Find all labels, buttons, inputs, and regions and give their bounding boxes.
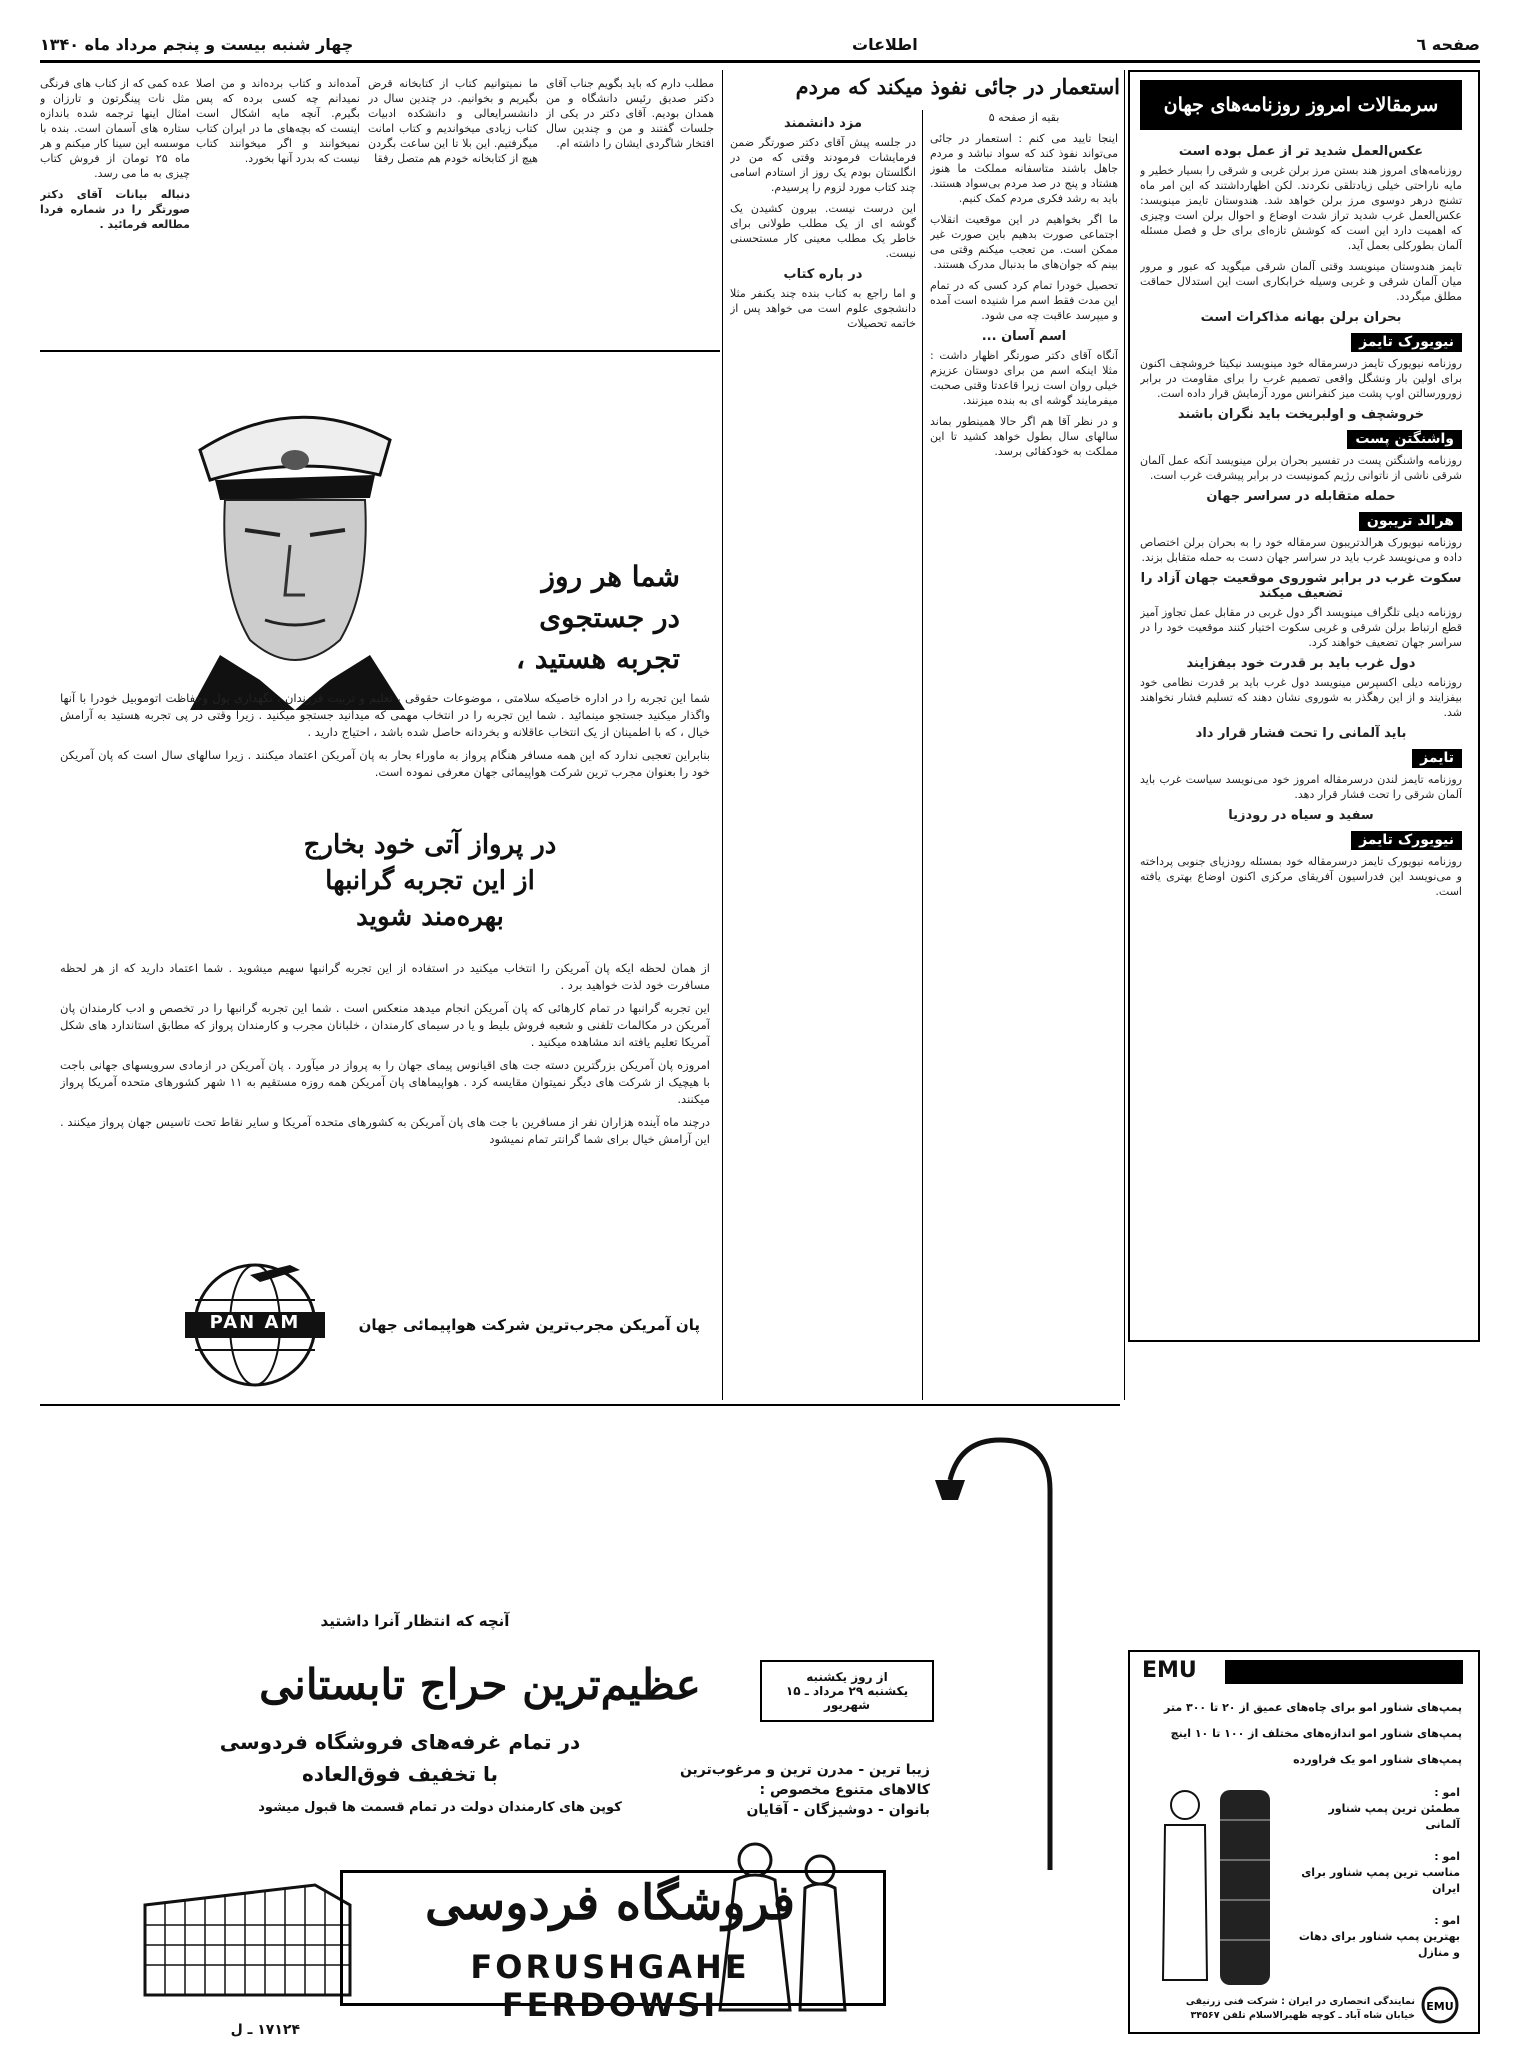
left-col-2 bbox=[368, 76, 538, 338]
editorial-text-8: روزنامه تایمز لندن درسرمقاله امروز خود می‌نویسد سیاست غرب باید آلمان شرقی را تحت فشار قرار دهد. bbox=[1140, 773, 1462, 801]
ad-code: ۱۷۱۲۴ ـ ل bbox=[230, 2022, 300, 2038]
editorial-text-6: روزنامه دیلی تلگراف مینویسد اگر دول غربی در مقابل عمل تجاوز آمیز قطع ارتباط برلن شرقی و غربی سکوت اختیار کنند موقعیت خود را در سراسر جهان تضعیف خواهند کرد. bbox=[1140, 606, 1462, 649]
panam-slogan-2: در جستجوی bbox=[539, 601, 680, 634]
article-text-7: این درست نیست. بیرون کشیدن یک گوشه ای از یک مطلب طولانی برای خاطر یک مطلب معینی کار مستحسنی نیست. bbox=[730, 202, 916, 260]
left-col-3-text: آمده‌اند و کتاب برده‌اند و من اصلا نمیدانم چه کسی برده که پس بگیرم. آنچه مایه اشکال است اینست که بچه‌های ما در ایران کتاب نمیخوانند و اگر میخوانند کتاب نیست که بدرد آنها بخورد. bbox=[196, 77, 360, 165]
editorial-text-9: روزنامه نیویورک تایمز درسرمقاله خود بمسئله رودزیای جنوبی پرداخته و می‌نویسد این فدراسیون آفریقای مرکزی اکنون اوضاع بهتری یافته است. bbox=[1140, 855, 1462, 898]
ferdowsi-store-building bbox=[135, 1865, 355, 2005]
left-col-1 bbox=[546, 76, 714, 338]
ferdowsi-discount: با تخفیف فوق‌العاده bbox=[302, 1762, 498, 1786]
paper-name: اطلاعات bbox=[852, 34, 918, 54]
editorial-headline-2: بحران برلن بهانه مذاکرات است bbox=[1200, 310, 1402, 325]
emu-footer-1: نمایندگی انحصاری در ایران : شرکت فنی زرنیقی bbox=[1185, 1996, 1415, 2007]
left-col-4 bbox=[40, 76, 190, 338]
panam-body-5: امروزه پان آمریکن بزرگترین دسته جت های اقیانوس پیمای جهان را به پرواز در میآورد . پان آمریکن در ازمادی سرویسهای جهانی باجت با هیچیک از شرکت های دیگر نمیتوان مقایسه کرد . هواپیماهای پان آمریکن همه روزه مستقیم به ۱۱ شهر کشورهای متحده آمریکا پرواز میکنند. bbox=[60, 1058, 710, 1106]
ferdowsi-name-en: FORUSHGAHE FERDOWSI bbox=[470, 1948, 750, 2024]
panam-headline bbox=[180, 830, 680, 932]
ferdowsi-feature-2: کالاهای متنوع مخصوص : bbox=[759, 1782, 930, 1798]
emu-item-2-label: امو : bbox=[1434, 1850, 1460, 1863]
newspaper-tag-nyt-2: نیویورک تایمز bbox=[1351, 831, 1462, 850]
editorial-headline-5: سکوت غرب در برابر شوروی موقعیت جهان آزاد را تضعیف میکند bbox=[1140, 571, 1462, 601]
article-text-1: اینجا تایید می کنم : استعمار در جائی می‌تواند نفوذ کند که سواد نباشد و مردم جاهل باشند متاسفانه مملکت ما هنوز هشتاد و پنج در صد مردم بی‌سواد هستند. باید به رشد فکری مردم کمک کنیم. bbox=[930, 132, 1118, 205]
article-subhead-3: در باره کتاب bbox=[783, 267, 863, 282]
ferdowsi-name-fa: فروشگاه فردوسی bbox=[424, 1875, 796, 1931]
emu-brand-bar bbox=[1225, 1660, 1463, 1684]
editorials-banner-text: سرمقالات امروز روزنامه‌های جهان bbox=[1163, 94, 1439, 116]
emu-line-1: پمپ‌های شناور امو برای چاه‌های عمیق از ۲۰ تا ۳۰۰ متر bbox=[1164, 1701, 1462, 1714]
emu-footer-2: خیابان شاه آباد ـ کوچه ظهیرالاسلام تلفن ۳۴۵۶۷ bbox=[1190, 2010, 1415, 2021]
newspaper-tag-herald: هرالد تریبون bbox=[1359, 512, 1462, 531]
editorial-headline-4: حمله متقابله در سراسر جهان bbox=[1206, 489, 1396, 504]
left-col-2-text: ما نمیتوانیم کتاب از کتابخانه قرض بگیریم و بخوانیم. در چندین سال در دانشسرایعالی و دانشکده ادبیات کتاب زیادی میخواندیم و کتاب امانت میگرفتیم. این بلا تا این ساعت بگردن هیچ از کتابخانه خودم هم متصل رفقا bbox=[368, 77, 538, 165]
panam-logo-text: PAN AM bbox=[209, 1312, 301, 1333]
emu-line-3: پمپ‌های شناور امو یک فراورده bbox=[1293, 1753, 1462, 1766]
column-divider bbox=[1124, 70, 1125, 1400]
panam-body-6: درچند ماه آینده هزاران نفر از مسافرین با جت های پان آمریکن به کشورهای متحده آمریکا و سایر نقاط تحت تاسیس جهان پرواز میکنند . این آرامش خیال برای شما گرانتر تمام نمیشود bbox=[60, 1115, 710, 1146]
svg-text:EMU: EMU bbox=[1426, 2000, 1454, 2013]
emu-item-3-text: بهترین پمپ شناور برای دهات و منازل bbox=[1298, 1930, 1460, 1959]
ferdowsi-feature-1: زیبا ترین - مدرن ترین و مرغوب‌ترین bbox=[679, 1762, 930, 1778]
editorial-headline-8: سفید و سیاه در رودزیا bbox=[1228, 808, 1374, 823]
page-header bbox=[40, 28, 1480, 63]
emu-item-1-label: امو : bbox=[1434, 1786, 1460, 1799]
article-subhead-1: اسم آسان ... bbox=[981, 329, 1067, 344]
left-col-1-text: مطلب دارم که باید بگویم جناب آقای دکتر صدیق رئیس دانشگاه و من همدان بودیم. آقای دکتر در یکی از جلسات گفتند و من و چندین سال افتخار شاگردی ایشان را داشته ام. bbox=[546, 77, 714, 150]
editorial-text-2: تایمز هندوستان مینویسد وقتی آلمان شرقی میگوید که عبور و مرور میان آلمان شرقی و غربی وسیله خرابکاری است این استدلال حماقت مطلق میگردد. bbox=[1140, 260, 1462, 303]
editorial-text-5: روزنامه نیویورک هرالدتریبون سرمقاله خود را به بحران برلن اختصاص داده و می‌نویسد غرب باید در سراسر جهان دست به حمله متقابل بزند. bbox=[1140, 536, 1462, 564]
emu-item-1-text: مطمئن ترین پمپ شناور آلمانی bbox=[1328, 1802, 1460, 1831]
column-divider bbox=[922, 110, 923, 1400]
emu-line-2: پمپ‌های شناور امو اندازه‌های مختلف از ۱۰۰ تا ۱۰ اینچ bbox=[1170, 1727, 1462, 1740]
column-divider bbox=[722, 70, 723, 1400]
emu-footer bbox=[1140, 1995, 1415, 2023]
left-col-4-text: عده کمی که از کتاب های فرنگی مثل نات پینگرتون و تارزان و امثال اینها ترجمه شده باندازه ستاره های آسمان است. بنده با موسسه این سینا کار میکنم و هر ماه ۲۵ تومان از فروش کتاب چیزی به ما می رسد. bbox=[40, 77, 190, 180]
panam-headline-2: از این تجربه گرانبها bbox=[325, 866, 535, 896]
panam-headline-3: بهره‌مند شوید bbox=[356, 902, 504, 932]
ferdowsi-top-line: آنچه که انتظار آنرا داشتید bbox=[320, 1612, 510, 1630]
editorials-banner bbox=[1140, 80, 1462, 130]
editorial-text-3: روزنامه نیویورک تایمز درسرمقاله خود مینویسد نیکیتا خروشچف اکنون برای اولین بار ونشگل واقعی تصمیم غرب را برای مقاومت در برابر زورورسالتن اوپ پشت میز کنفرانس مورد آزمایش قرار داده است. bbox=[1140, 357, 1462, 400]
ferdowsi-date: از روز یکشنبه یکشنبه ۲۹ مرداد ـ ۱۵ شهریور bbox=[785, 1670, 909, 1712]
emu-emblem-icon bbox=[1420, 1985, 1460, 2025]
editorial-headline-1: عکس‌العمل شدید تر از عمل بوده است bbox=[1178, 144, 1424, 159]
editorial-headline-3: خروشچف و اولبریخت باید نگران باشند bbox=[1177, 407, 1425, 422]
emu-pump-illustration bbox=[1145, 1780, 1285, 1995]
editorial-text-1: روزنامه‌های امروز هند بستن مرز برلن غربی و شرقی را بسیار خطیر و مایه ناراحتی خیلی زیادتلقی نکردند. لکن اظهارداشتند که این امر ماه تشنج درهر دوسوی مرز برلن خواهد شد. هندوستان تایمز مینویسد: عکس‌العمل غرب شدید تراز شدت اوضاع و احوال برلن است وچیزی که اهمیت دارد این است که کوشش تازه‌ای برای حل و فصل مسئله آلمان بطورکلی بعمل آید. bbox=[1140, 164, 1462, 252]
editorial-headline-6: دول غرب باید بر قدرت خود بیفزایند bbox=[1186, 656, 1416, 671]
newspaper-tag-times: تایمز bbox=[1412, 749, 1462, 768]
section-divider bbox=[40, 350, 720, 352]
ferdowsi-sub: در تمام غرفه‌های فروشگاه فردوسی bbox=[219, 1730, 581, 1754]
panam-body-3: از همان لحظه ایکه پان آمریکن را انتخاب میکنید در استفاده از این تجربه گرانبها سهیم میشوید . شما اعتماد دارید که از هر لحظه مسافرت خود لذت خواهید برد . bbox=[60, 961, 710, 992]
editorial-headline-7: باید آلمانی را تحت فشار قرار داد bbox=[1195, 726, 1407, 741]
pilot-portrait-image bbox=[160, 380, 430, 710]
ad-divider bbox=[40, 1404, 1120, 1406]
editorials-column bbox=[1140, 138, 1462, 1330]
emu-item-3-label: امو : bbox=[1434, 1914, 1460, 1927]
newspaper-tag-nyt: نیویورک تایمز bbox=[1351, 333, 1462, 352]
panam-slogan-1: شما هر روز bbox=[541, 560, 680, 593]
article-text-8: و اما راجع به کتاب بنده چند یکنفر مثلا دانشجوی علوم است می خواهد پس از خاتمه تحصیلات bbox=[730, 287, 916, 330]
panam-slogan-3: تجربه هستید ، bbox=[516, 642, 680, 675]
ferdowsi-feature-3: بانوان - دوشیزگان - آقایان bbox=[746, 1802, 930, 1818]
newspaper-tag-wapo: واشنگتن پست bbox=[1347, 430, 1462, 449]
article-headline: استعمار در جائی نفوذ میکند که مردم bbox=[795, 74, 1120, 99]
left-col-3 bbox=[196, 76, 360, 338]
article-text-5: و در نظر آقا هم اگر حالا همینطور بماند سالهای سال بطول خواهد کشید تا این مملکت به خودکفائی برسد. bbox=[930, 415, 1118, 458]
article-column-left bbox=[730, 110, 916, 1400]
article-column-right bbox=[930, 110, 1118, 1400]
panam-headline-1: در پرواز آتی خود بخارج bbox=[303, 830, 557, 860]
panam-body-1: شما این تجربه را در اداره خاصیکه سلامتی ، موضوعات حقوقی ، تعلیم و تربیت فرزندان ، نگهداری پول وحفاظت اتوموبیل خودرا با آنها واگذار میکنید جستجو مینمائید . شما این تجربه را در انتخاب مهمی که میدانید جستجو میکنید . زیرا وقتی در پی تجربه هستید به آرامش خیال ، که با اطمینان از یک انتخاب عاقلانه و بخردانه حاصل شده باشد ، احتیاج دارید . bbox=[60, 691, 710, 739]
panam-body-2: بنابراین تعجبی ندارد که این همه مسافر هنگام پرواز به ماوراء بحار به پان آمریکن اعتماد میکنند . زیرا سالهای سال است که پان آمریکن خود را بعنوان مجرب ترین شرکت هواپیمائی جهان معرفی نموده است. bbox=[60, 748, 710, 779]
ferdowsi-coupons: کوپن های کارمندان دولت در تمام قسمت ها قبول میشود bbox=[258, 1800, 622, 1815]
lamp-post-illustration bbox=[900, 1430, 1100, 1870]
editorial-text-4: روزنامه واشنگتن پست در تفسیر بحران برلن مینویسد آنکه عمل آلمان شرقی ناشی از ناتوانی رژیم کمونیست در برابر پیشرفت غرب است. bbox=[1140, 454, 1462, 482]
page-date: چهار شنبه بیست و پنجم مرداد ماه ۱۳۴۰ bbox=[40, 34, 354, 54]
emu-brand: EMU bbox=[1142, 1658, 1197, 1683]
article-subhead-2: مزد دانشمند bbox=[783, 116, 863, 131]
ferdowsi-headline: عظیم‌ترین حراج تابستانی bbox=[259, 1660, 701, 1709]
panam-body-bottom bbox=[60, 960, 710, 1230]
page-number: صفحه ٦ bbox=[1416, 34, 1480, 54]
ferdowsi-features bbox=[600, 1760, 930, 1820]
article-text-3: تحصیل خودرا تمام کرد کسی که در تمام این مدت فقط اسم مرا شنیده است آمده و میپرسد عاقبت چه می شود. bbox=[930, 279, 1118, 322]
article-continued: بقیه از صفحه ۵ bbox=[988, 111, 1060, 124]
left-col-4-end: دنباله بیانات آقای دکتر صورتگر را در شماره فردا مطالعه فرمائید . bbox=[40, 188, 190, 231]
panam-tagline: پان آمریکن مجرب‌ترین شرکت هواپیمائی جهان bbox=[358, 1316, 700, 1334]
emu-items bbox=[1290, 1785, 1460, 1961]
article-text-2: ما اگر بخواهیم در این موقعیت انقلاب اجتماعی صورت بدهیم باین صورت غیر ممکن است. من تعجب میکنم وقتی می بینم که جوان‌های ما بدنبال مدرک هستند. bbox=[930, 213, 1118, 271]
emu-lines bbox=[1140, 1695, 1462, 1773]
article-text-6: در جلسه پیش آقای دکتر صورتگر ضمن فرمایشات فرمودند وقتی که من در انگلستان بودم یک روز از استادم اسامی چند کتاب مورد لزوم را پرسیدم. bbox=[730, 136, 916, 194]
panam-body-top bbox=[60, 690, 710, 810]
panam-body-4: این تجربه گرانبها در تمام کارهائی که پان آمریکن انجام میدهد منعکس است . شما این تجربه گرانبها را در تخصص و ادب کارمندان پان آمریکن در مکالمات تلفنی و شعبه فروش بلیط و یا در سیمای کارمندان ، خلبانان مجرب و کارمندان پرواز که مطابق استاندارد های شکل آمریکا تعلیم یافته اند مشاهده میکنید . bbox=[60, 1001, 710, 1049]
editorial-text-7: روزنامه دیلی اکسپرس مینویسد دول غرب باید بر قدرت نظامی خود بیفزایند و از این رهگذر به شوروی نشان دهند که تسلیم فشار نخواهند شد. bbox=[1140, 676, 1462, 719]
panam-slogan bbox=[420, 560, 680, 675]
article-text-4: آنگاه آقای دکتر صورتگر اظهار داشت : مثلا اینکه اسم من برای دوستان عزیزم خیلی روان است زیرا قاعدتا وقتی صحبت میفرمایند گوشه ای به بنده میزنند. bbox=[930, 349, 1118, 407]
emu-item-2-text: مناسب ترین پمپ شناور برای ایران bbox=[1301, 1866, 1460, 1895]
